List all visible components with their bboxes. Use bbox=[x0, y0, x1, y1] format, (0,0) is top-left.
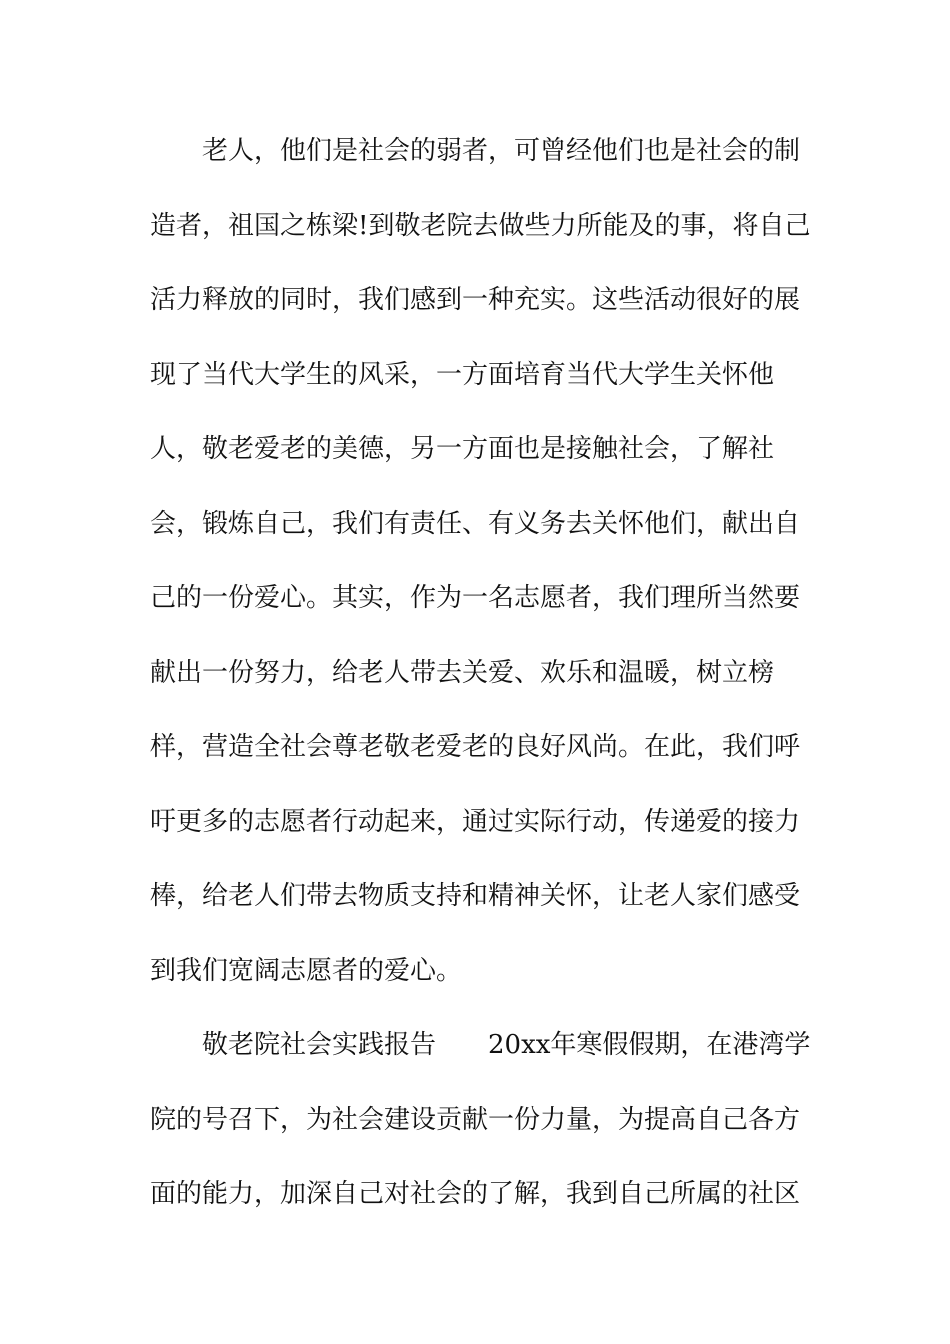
body-text bbox=[150, 123, 810, 1241]
text-line: 到我们宽阔志愿者的爱心。 bbox=[150, 955, 463, 986]
text-line: 人，敬老爱老的美德，另一方面也是接触社会，了解社 bbox=[150, 434, 775, 464]
text-line: 己的一份爱心。其实，作为一名志愿者，我们理所当然要 bbox=[150, 583, 801, 613]
text-line: 样，营造全社会尊老敬老爱老的良好风尚。在此，我们呼 bbox=[150, 732, 801, 762]
text-line: 会，锻炼自己，我们有责任、有义务去关怀他们，献出自 bbox=[150, 508, 801, 539]
text-line: 献出一份努力，给老人带去关爱、欢乐和温暖，树立榜 bbox=[150, 657, 775, 688]
text-line: 棒，给老人们带去物质支持和精神关怀，让老人家们感受 bbox=[150, 881, 801, 911]
text-line: 敬老院社会实践报告 20xx年寒假假期，在港湾学 bbox=[150, 1030, 811, 1060]
text-line: 吁更多的志愿者行动起来，通过实际行动，传递爱的接力 bbox=[150, 806, 801, 837]
text-line: 活力释放的同时，我们感到一种充实。这些活动很好的展 bbox=[150, 285, 801, 315]
text-line: 院的号召下，为社会建设贡献一份力量，为提高自己各方 bbox=[150, 1104, 801, 1135]
text-line: 造者，祖国之栋梁!到敬老院去做些力所能及的事，将自己 bbox=[150, 210, 811, 241]
text-line: 老人，他们是社会的弱者，可曾经他们也是社会的制 bbox=[150, 136, 801, 166]
text-line: 面的能力，加深自己对社会的了解，我到自己所属的社区 bbox=[150, 1179, 801, 1209]
text-line: 现了当代大学生的风采，一方面培育当代大学生关怀他 bbox=[150, 359, 775, 390]
